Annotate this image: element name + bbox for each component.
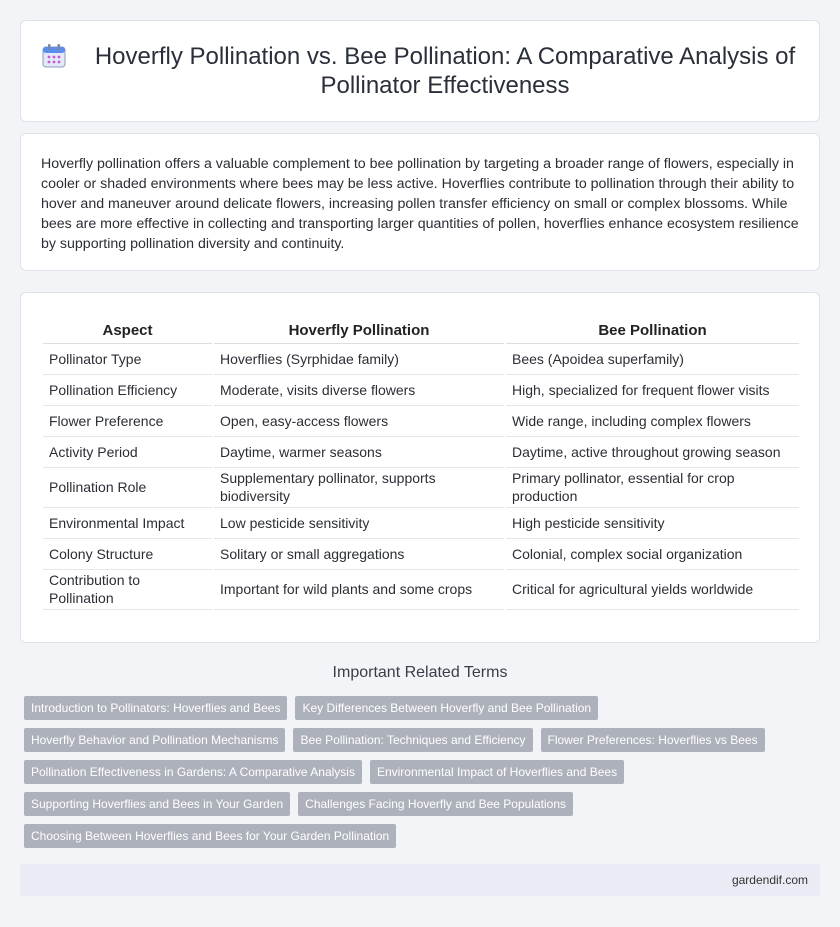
intro-card — [20, 133, 820, 271]
aspect-cell: Pollinator Type — [43, 343, 213, 374]
hoverfly-cell: Solitary or small aggregations — [213, 538, 505, 569]
related-tag[interactable]: Flower Preferences: Hoverflies vs Bees — [541, 728, 765, 752]
related-tag[interactable]: Pollination Effectiveness in Gardens: A Comparative Analysis — [24, 760, 362, 784]
aspect-cell: Pollination Efficiency — [43, 374, 213, 405]
related-tag[interactable]: Hoverfly Behavior and Pollination Mechanisms — [24, 728, 285, 752]
aspect-cell: Colony Structure — [43, 538, 213, 569]
comparison-table-card — [20, 292, 820, 643]
table-header-row — [43, 313, 799, 343]
header-bee: Bee Pollination — [505, 313, 799, 343]
hoverfly-cell: Important for wild plants and some crops — [213, 569, 505, 609]
related-tag[interactable]: Supporting Hoverflies and Bees in Your Garden — [24, 792, 290, 816]
related-tag[interactable]: Choosing Between Hoverflies and Bees for Your Garden Pollination — [24, 824, 396, 848]
bee-cell: High pesticide sensitivity — [505, 507, 799, 538]
table-row — [43, 405, 799, 436]
hoverfly-cell: Low pesticide sensitivity — [213, 507, 505, 538]
hoverfly-cell: Hoverflies (Syrphidae family) — [213, 343, 505, 374]
table-row — [43, 436, 799, 467]
header-hoverfly: Hoverfly Pollination — [213, 313, 505, 343]
table-row — [43, 569, 799, 609]
related-tag[interactable]: Introduction to Pollinators: Hoverflies and Bees — [24, 696, 287, 720]
related-tag[interactable]: Challenges Facing Hoverfly and Bee Populations — [298, 792, 573, 816]
bee-cell: Bees (Apoidea superfamily) — [505, 343, 799, 374]
bee-cell: Daytime, active throughout growing season — [505, 436, 799, 467]
related-tag[interactable]: Bee Pollination: Techniques and Efficiency — [293, 728, 532, 752]
aspect-cell: Contribution to Pollination — [43, 569, 213, 609]
header-aspect: Aspect — [43, 313, 213, 343]
aspect-cell: Pollination Role — [43, 467, 213, 507]
bee-cell: Wide range, including complex flowers — [505, 405, 799, 436]
bee-cell: High, specialized for frequent flower visits — [505, 374, 799, 405]
bee-cell: Colonial, complex social organization — [505, 538, 799, 569]
table-row — [43, 374, 799, 405]
bee-cell: Critical for agricultural yields worldwide — [505, 569, 799, 609]
hoverfly-cell: Open, easy-access flowers — [213, 405, 505, 436]
table-row — [43, 538, 799, 569]
related-tag[interactable]: Key Differences Between Hoverfly and Bee Pollination — [295, 696, 598, 720]
intro-paragraph: Hoverfly pollination offers a valuable complement to bee pollination by targeting a broader range of flowers, especially in cooler or shaded environments where bees may be less active. Hoverflies contribute to pollination through their ability to hover and maneuver around delicate flowers, increasing pollen transfer efficiency on small or complex blossoms. While bees are more effective in collecting and transporting larger quantities of pollen, hoverflies enhance ecosystem resilience by supporting pollination diversity and continuity. — [41, 156, 799, 252]
hoverfly-cell: Supplementary pollinator, supports biodiversity — [213, 467, 505, 507]
aspect-cell: Flower Preference — [43, 405, 213, 436]
footer — [20, 864, 820, 896]
table-row — [43, 343, 799, 374]
related-tag[interactable]: Environmental Impact of Hoverflies and Bees — [370, 760, 624, 784]
footer-site-link[interactable]: gardendif.com — [731, 873, 808, 887]
hoverfly-cell: Moderate, visits diverse flowers — [213, 374, 505, 405]
aspect-cell: Activity Period — [43, 436, 213, 467]
bee-cell: Primary pollinator, essential for crop production — [505, 467, 799, 507]
title-card — [20, 20, 820, 122]
calendar-icon — [40, 42, 68, 70]
aspect-cell: Environmental Impact — [43, 507, 213, 538]
related-terms-title: Important Related Terms — [332, 664, 508, 681]
table-row — [43, 507, 799, 538]
page-title: Hoverfly Pollination vs. Bee Pollination: A Comparative Analysis of Pollinator Effectiveness — [94, 43, 796, 99]
comparison-table — [43, 313, 799, 610]
related-terms-list — [24, 696, 820, 856]
table-row — [43, 467, 799, 507]
hoverfly-cell: Daytime, warmer seasons — [213, 436, 505, 467]
